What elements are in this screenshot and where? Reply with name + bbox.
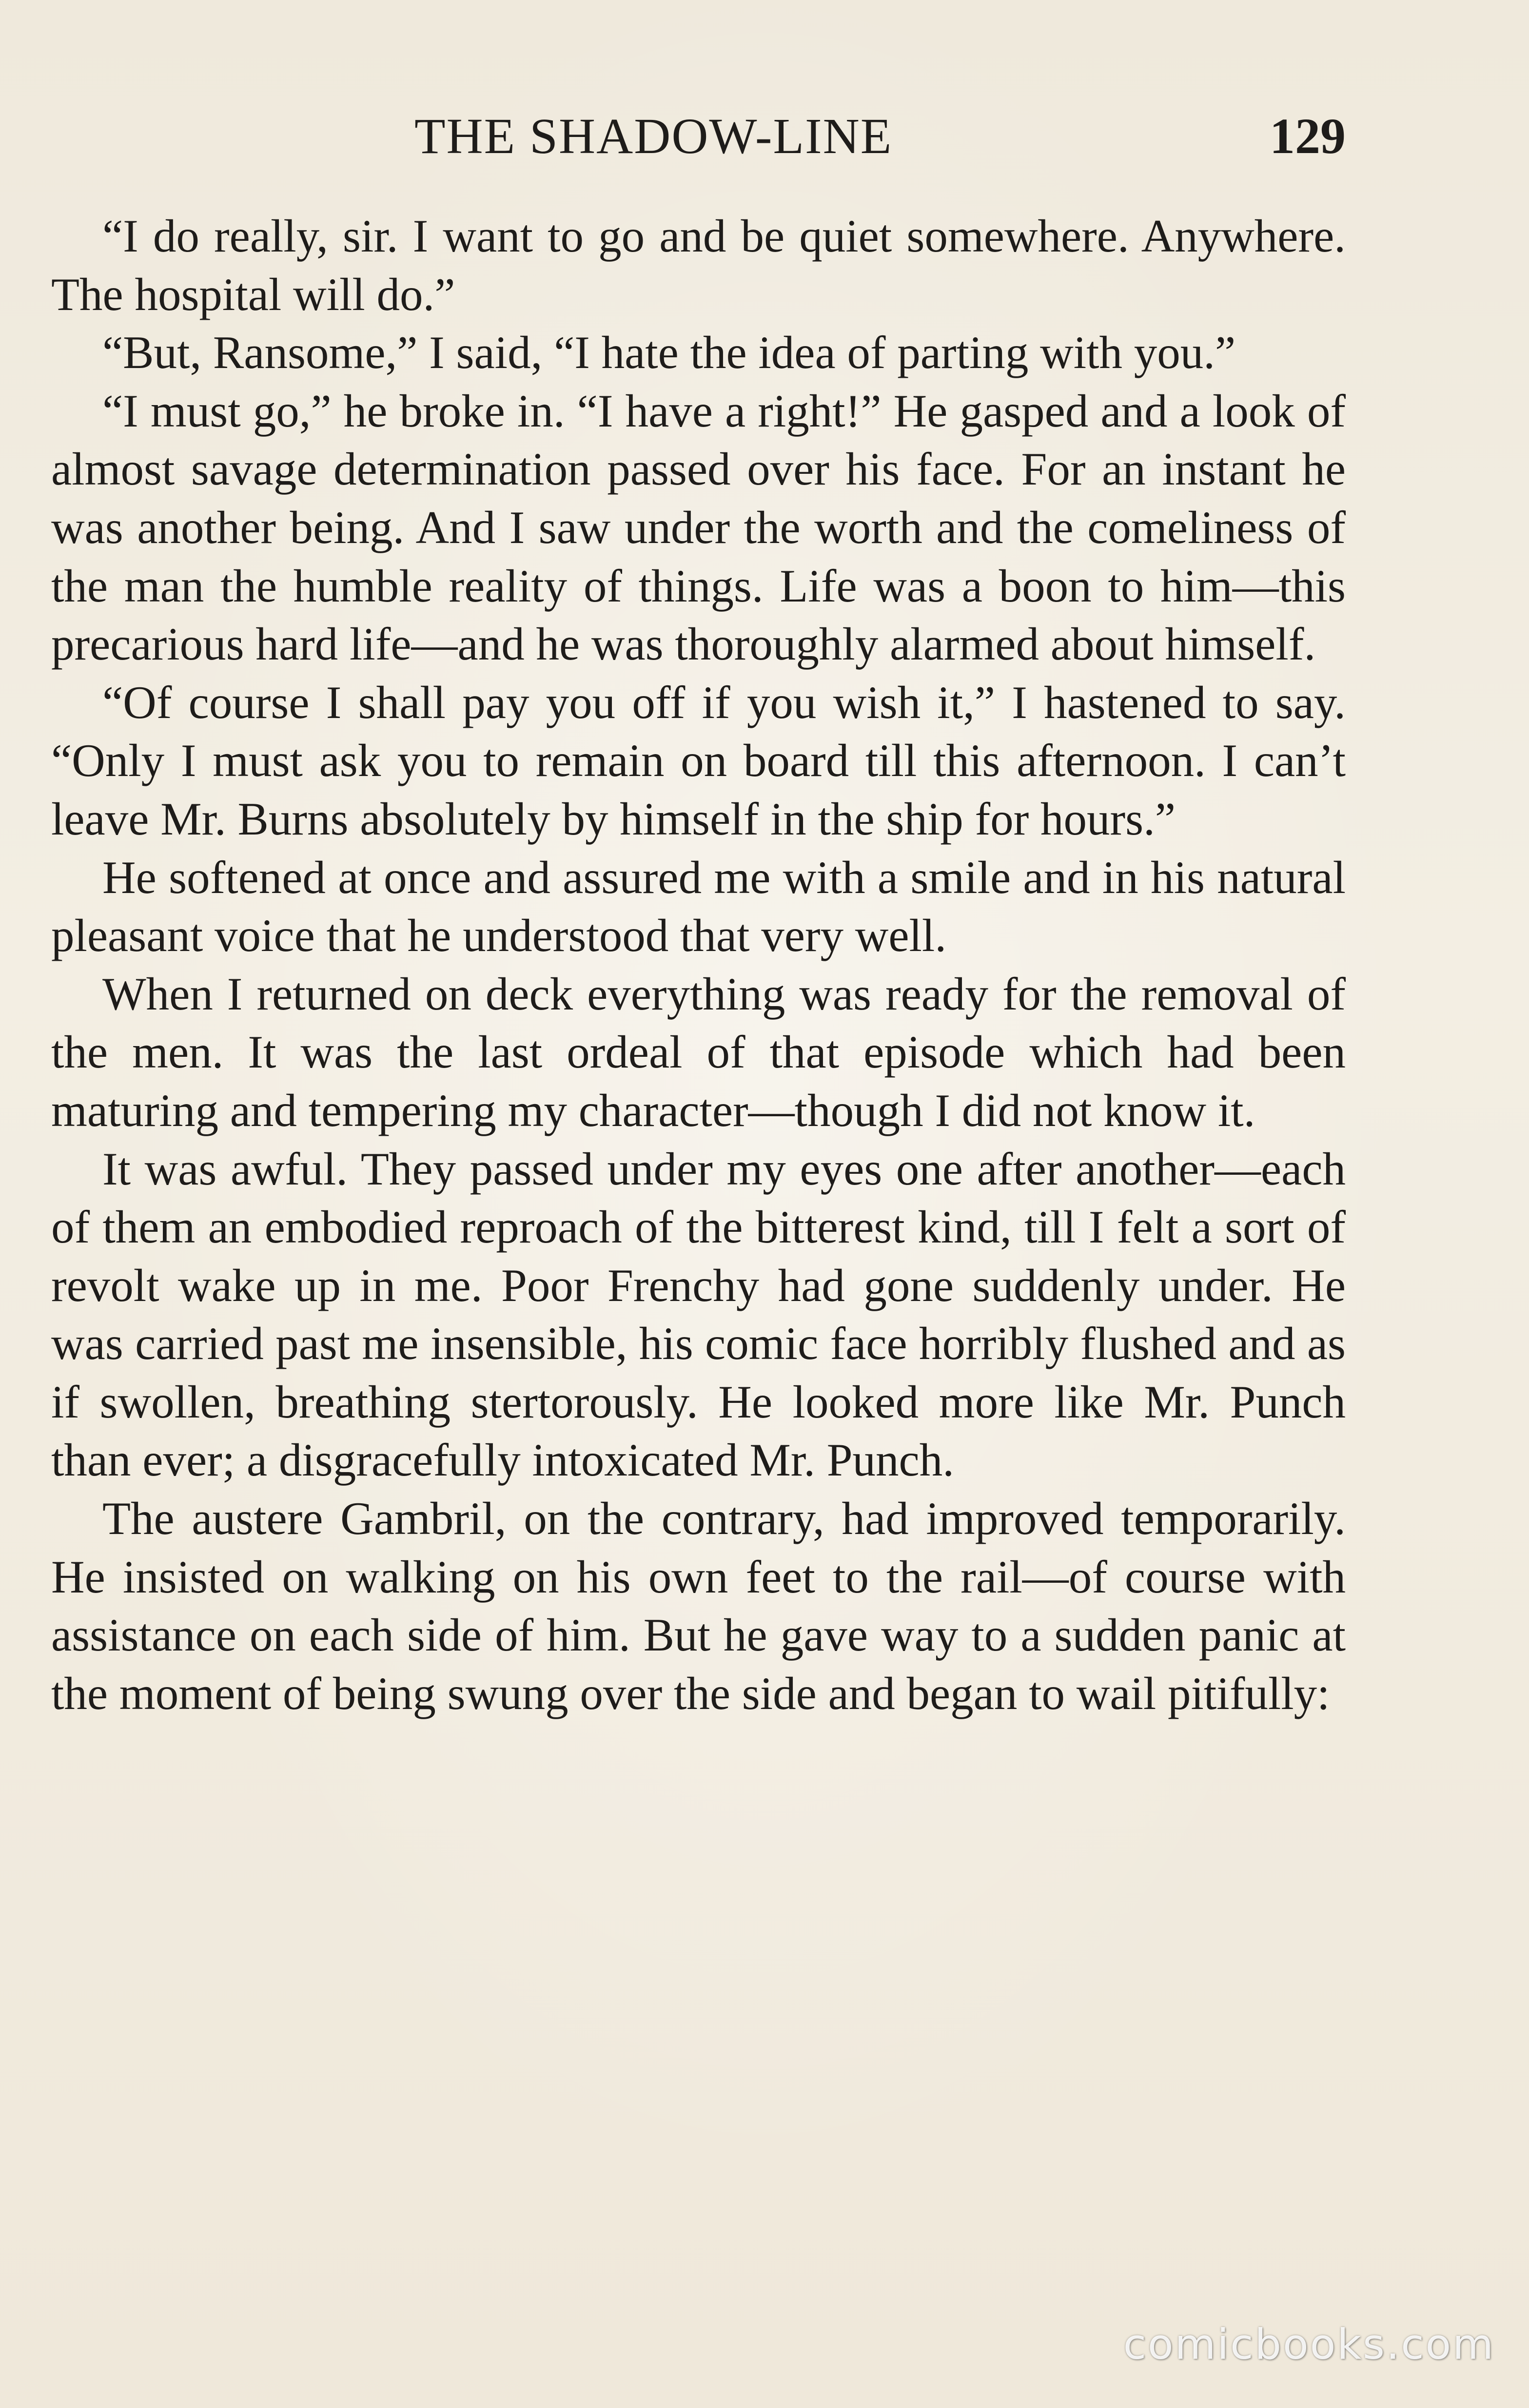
- paragraph: He softened at once and assured me with a smile and in his natural pleasant voice that he understood that very well.: [51, 851, 1346, 962]
- paragraph: “I must go,” he broke in. “I have a right!” He gasped and a look of almost savage determination passed over his face. For an instant he was another being. And I saw under the worth and the comeliness of the man the humble reality of things. Life was a boon to him—this precarious hard life—and he was thoroughly alarmed about himself.: [51, 385, 1346, 670]
- watermark: comicbooks.com: [1123, 2320, 1495, 2369]
- paragraph: “I do really, sir. I want to go and be quiet somewhere. Anywhere. The hospital will do.”: [51, 210, 1346, 320]
- paragraph: The austere Gambril, on the contrary, had improved temporarily. He insisted on walking on his own feet to the rail—of course with assistance on each side of him. But he gave way to a sudden panic at the moment of being swung over the side and began to wail pitifully:: [51, 1493, 1346, 1719]
- paragraph: It was awful. They passed under my eyes one after another—each of them an embodied reproach of the bitterest kind, till I felt a sort of revolt wake up in me. Poor Frenchy had gone suddenly under. He was carried past me insensible, his comic face horribly flushed and as if swollen, breathing stertorously. He looked more like Mr. Punch than ever; a disgracefully intoxicated Mr. Punch.: [51, 1143, 1346, 1486]
- page-header: [51, 105, 1346, 168]
- running-head: THE SHADOW-LINE: [414, 108, 893, 164]
- paragraph: When I returned on deck everything was ready for the removal of the men. It was the last ordeal of that episode which had been maturing and tempering my character—though I did not know it.: [51, 968, 1346, 1136]
- page-number: 129: [1270, 108, 1346, 164]
- paragraph: “But, Ransome,” I said, “I hate the idea of parting with you.”: [102, 327, 1236, 379]
- paragraph: “Of course I shall pay you off if you wish it,” I hastened to say. “Only I must ask you to remain on board till this afternoon. I can’t leave Mr. Burns absolutely by himself in the ship for hours.”: [51, 676, 1346, 845]
- body-text: [51, 207, 1346, 1723]
